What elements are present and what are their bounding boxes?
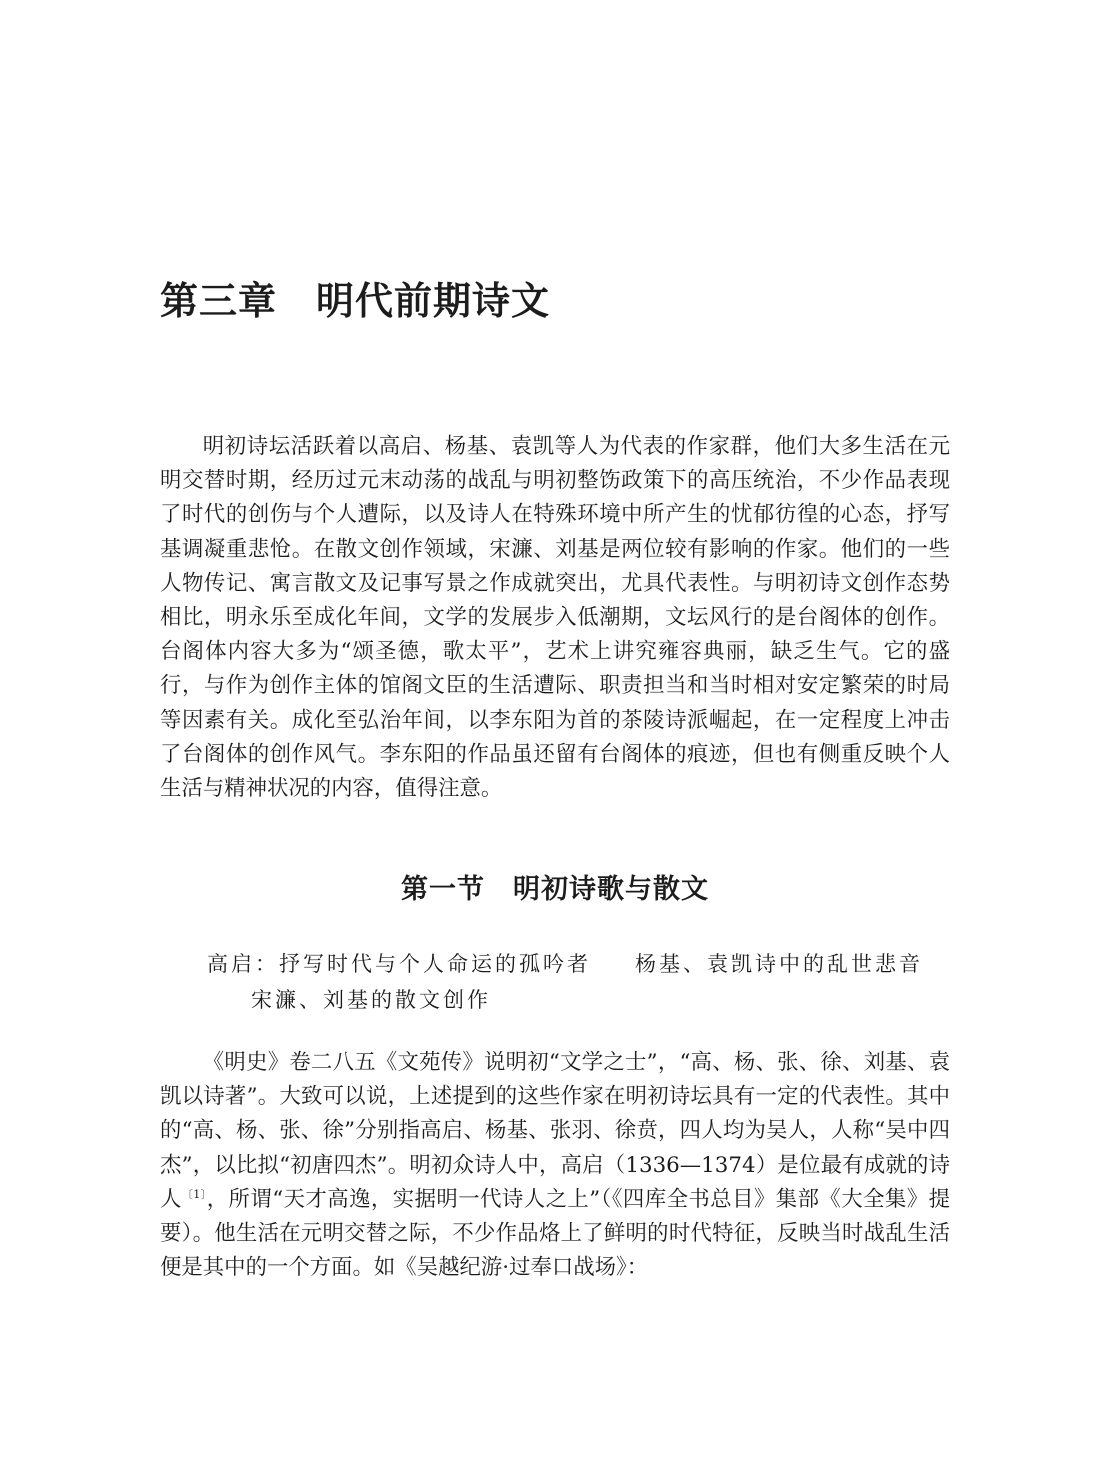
footnote-marker[interactable]: 〔1〕 xyxy=(181,1187,207,1201)
body-paragraph-text-2: ，所谓“天才高逸，实据明一代诗人之上”（《四库全书总目》集部《大全集》提要）。他生活在元明交替之际，不少作品烙上了鲜明的时代特征，反映当时战乱生活便是其中的一个方面。如《吴越纪游·过奉口战场》： xyxy=(160,1186,950,1281)
body-paragraph-text-1: 《明史》卷二八五《文苑传》说明初“文学之士”，“高、杨、张、徐、刘基、袁凯以诗著”。大致可以说，上述提到的这些作家在明初诗坛具有一定的代表性。其中的“高、杨、张、徐”分别指高启、杨基、张羽、徐贲，四人均为吴人，人称“吴中四杰”，以比拟“初唐四杰”。明初众诗人中，高启（1336—1374）是位最有成就的诗人 xyxy=(160,1050,950,1212)
subtopic-gao-qi: 高启：抒写时代与个人命运的孤吟者 xyxy=(207,952,591,976)
subtopic-yang-ji-yuan-kai: 杨基、袁凯诗中的乱世悲音 xyxy=(635,952,923,976)
intro-paragraph: 明初诗坛活跃着以高启、杨基、袁凯等人为代表的作家群，他们大多生活在元明交替时期，经历过元末动荡的战乱与明初整饬政策下的高压统治，不少作品表现了时代的创伤与个人遭际，以及诗人在特殊环境中所产生的忧郁彷徨的心态，抒写基调凝重悲怆。在散文创作领域，宋濂、刘基是两位较有影响的作家。他们的一些人物传记、寓言散文及记事写景之作成就突出，尤具代表性。与明初诗文创作态势相比，明永乐至成化年间，文学的发展步入低潮期，文坛风行的是台阁体的创作。台阁体内容大多为“颂圣德，歌太平”，艺术上讲究雍容典丽，缺乏生气。它的盛行，与作为创作主体的馆阁文臣的生活遭际、职责担当和当时相对安定繁荣的时局等因素有关。成化至弘治年间，以李东阳为首的茶陵诗派崛起，在一定程度上冲击了台阁体的创作风气。李东阳的作品虽还留有台阁体的痕迹，但也有侧重反映个人生活与精神状况的内容，值得注意。 xyxy=(160,434,950,802)
chapter-title: 第三章 明代前期诗文 xyxy=(160,278,551,323)
section-subtopics xyxy=(207,946,927,1018)
section-title: 第一节 明初诗歌与散文 xyxy=(401,874,709,905)
subtopic-song-lian-liu-ji: 宋濂、刘基的散文创作 xyxy=(251,988,491,1012)
body-paragraph xyxy=(160,1046,950,1285)
